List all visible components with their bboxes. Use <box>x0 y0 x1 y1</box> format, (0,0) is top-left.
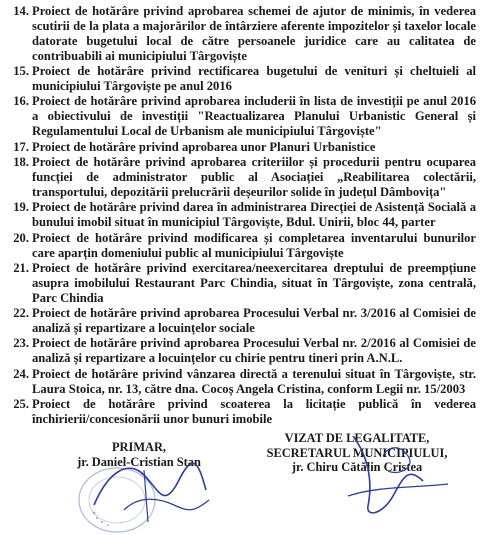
legality-visa: VIZAT DE LEGALITATE, <box>284 431 430 445</box>
agenda-item <box>10 64 476 94</box>
agenda-list <box>10 4 476 427</box>
agenda-item <box>10 231 476 261</box>
agenda-item <box>10 306 476 336</box>
secretary-title: SECRETARUL MUNICIPIULUI, <box>266 445 448 460</box>
item-text: Proiect de hotărâre privind exercitarea/neexercitarea dreptului de preempțiune asupra imobilului Restaurant Parc Chindia, situat în Târgoviște, zona centrală, Parc Chindia <box>32 260 476 305</box>
item-text: Proiect de hotărâre privind aprobarea includerii în lista de investiții pe anul 2016 a obiectivului de investiții "Reactualizarea Planului Urbanistic General și Regulamentului Local de Urbanism ale municipiului Târgoviște" <box>32 94 476 139</box>
item-number: 17. <box>13 139 29 154</box>
item-text: Proiect de hotărâre privind scoaterea la licitație publică în vederea închirierii/concesionării unor bunuri imobile <box>32 397 476 426</box>
item-text: Proiect de hotărâre privind vânzarea directă a terenului situat în Târgoviște, str. Laura Stoica, nr. 13, către dna. Cocoș Angela Cristina, conform Legii nr. 15/2003 <box>32 366 476 396</box>
item-text: Proiect de hotărâre privind modificarea și completarea inventarului bunurilor care aparțin domeniului public al municipiului Târgoviște <box>32 230 476 260</box>
agenda-item <box>10 94 476 139</box>
item-text: Proiect de hotărâre privind aprobarea criteriilor și procedurii pentru ocuparea funcției de administrator public al Asociației „Reabilitarea colectării, transportului, depozitării prelucrării deșeurilor solide în județul Dâmbovița" <box>32 155 476 199</box>
mayor-handwritten-signature <box>84 450 214 530</box>
item-text: Proiect de hotărâre privind aprobarea unor Planuri Urbanistice <box>32 139 376 154</box>
item-number: 18. <box>13 155 29 170</box>
item-text: Proiect de hotărâre privind rectificarea bugetului de venituri și cheltuieli al municipiului Târgoviște pe anul 2016 <box>32 64 476 94</box>
item-number: 24. <box>13 366 29 381</box>
item-text: Proiect de hotărâre privind darea în administrarea Direcției de Asistență Socială a bunului imobil situat în municipiul Târgoviște, Bdul. Unirii, bloc 44, parter <box>32 200 476 230</box>
item-number: 25. <box>13 397 29 412</box>
item-number: 15. <box>13 64 29 79</box>
agenda-item <box>10 397 476 427</box>
item-number: 20. <box>13 230 29 245</box>
item-number: 21. <box>13 260 29 275</box>
item-number: 22. <box>13 306 29 321</box>
agenda-item <box>10 367 476 397</box>
agenda-item <box>10 140 476 155</box>
item-number: 16. <box>13 94 29 109</box>
agenda-item <box>10 155 476 200</box>
agenda-item <box>10 200 476 230</box>
item-number: 14. <box>13 4 29 18</box>
agenda-item <box>10 261 476 306</box>
secretary-handwritten-signature <box>338 426 458 526</box>
item-number: 19. <box>13 200 29 215</box>
mayor-name: jr. Daniel-Cristian Stan <box>77 454 201 469</box>
agenda-item <box>10 4 476 64</box>
item-text: Proiect de hotărâre privind aprobarea Procesului Verbal nr. 2/2016 al Comisiei de analiză și repartizare a locuințelor cu chirie pentru tineri prin A.N.L. <box>32 336 476 366</box>
mayor-title: PRIMAR, <box>111 440 167 454</box>
item-text: Proiect de hotărâre privind aprobarea Procesului Verbal nr. 3/2016 al Comisiei de analiză și repartizare a locuințelor sociale <box>32 306 476 336</box>
item-number: 23. <box>13 336 29 351</box>
item-text: Proiect de hotărâre privind aprobarea schemei de ajutor de minimis, în vederea scutirii de la plata a majorărilor de întârziere aferente impozitelor și taxelor locale datorate bugetului local de către persoanele juridice care au calitatea de contribuabili ai municipiului Târgoviște <box>32 4 476 63</box>
agenda-item <box>10 336 476 366</box>
secretary-name: jr. Chiru Cătălin Cristea <box>291 460 423 474</box>
